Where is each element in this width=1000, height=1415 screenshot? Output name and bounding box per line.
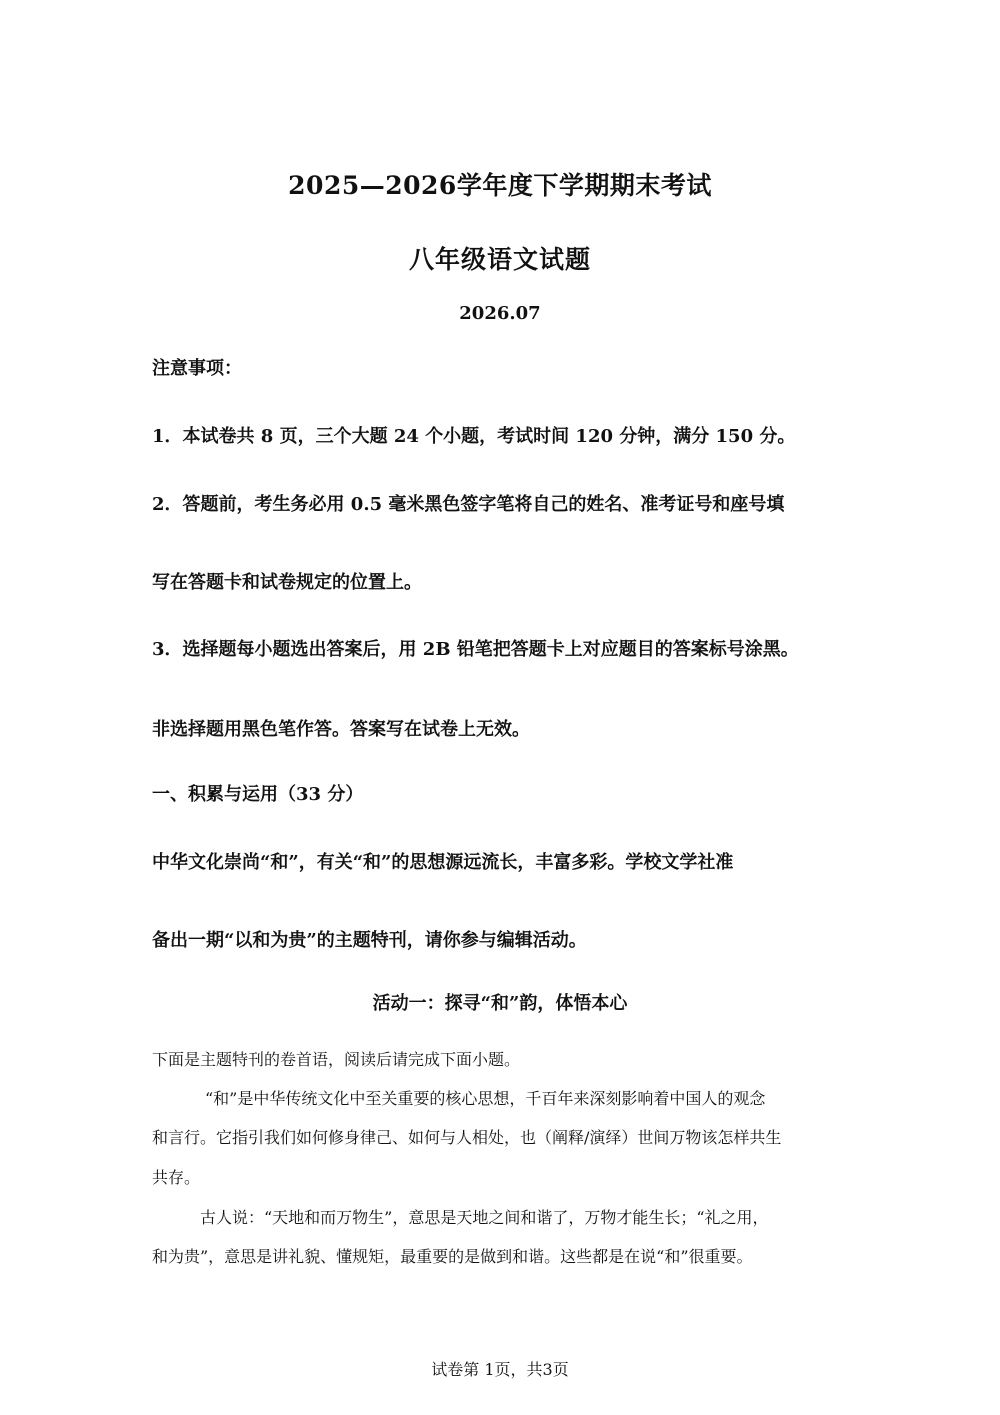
passage-line-3: 共存。 <box>152 1168 201 1187</box>
section-heading: 一、积累与运用（33 分） <box>152 784 364 805</box>
notice-heading: 注意事项： <box>152 358 242 379</box>
activity-title: 活动一：探寻“和”韵，体悟本心 <box>372 993 628 1014</box>
page-footer: 试卷第 1页，共3页 <box>431 1360 569 1379</box>
passage-line-2: 和言行。它指引我们如何修身律己、如何与人相处，也（阐释/演绎）世间万物该怎样共生 <box>152 1128 782 1147</box>
exam-date: 2026.07 <box>459 303 541 324</box>
notice-line-2-continued: 写在答题卡和试卷规定的位置上。 <box>152 572 422 593</box>
notice-line-1: 1．本试卷共 8 页，三个大题 24 个小题，考试时间 120 分钟，满分 150 分。 <box>152 426 796 447</box>
exam-subtitle: 八年级语文试题 <box>408 245 591 274</box>
passage-line-1: “和”是中华传统文化中至关重要的核心思想，千百年来深刻影响着中国人的观念 <box>205 1089 766 1108</box>
notice-line-3: 3．选择题每小题选出答案后，用 2B 铅笔把答题卡上对应题目的答案标号涂黑。 <box>152 639 799 660</box>
section-intro-line-2: 备出一期“以和为贵”的主题特刊，请你参与编辑活动。 <box>152 930 587 951</box>
exam-title: 2025—2026学年度下学期期末考试 <box>288 171 712 200</box>
passage-line-4: 古人说：“天地和而万物生”，意思是天地之间和谐了，万物才能生长；“礼之用， <box>200 1208 769 1227</box>
notice-line-2: 2．答题前，考生务必用 0.5 毫米黑色签字笔将自己的姓名、准考证号和座号填 <box>152 494 785 515</box>
section-intro-line-1: 中华文化崇尚“和”，有关“和”的思想源远流长，丰富多彩。学校文学社准 <box>152 852 734 873</box>
passage-line-5: 和为贵”，意思是讲礼貌、懂规矩，最重要的是做到和谐。这些都是在说“和”很重要。 <box>152 1247 753 1266</box>
instruction-text: 下面是主题特刊的卷首语，阅读后请完成下面小题。 <box>152 1050 521 1069</box>
notice-line-3-continued: 非选择题用黑色笔作答。答案写在试卷上无效。 <box>152 719 530 740</box>
